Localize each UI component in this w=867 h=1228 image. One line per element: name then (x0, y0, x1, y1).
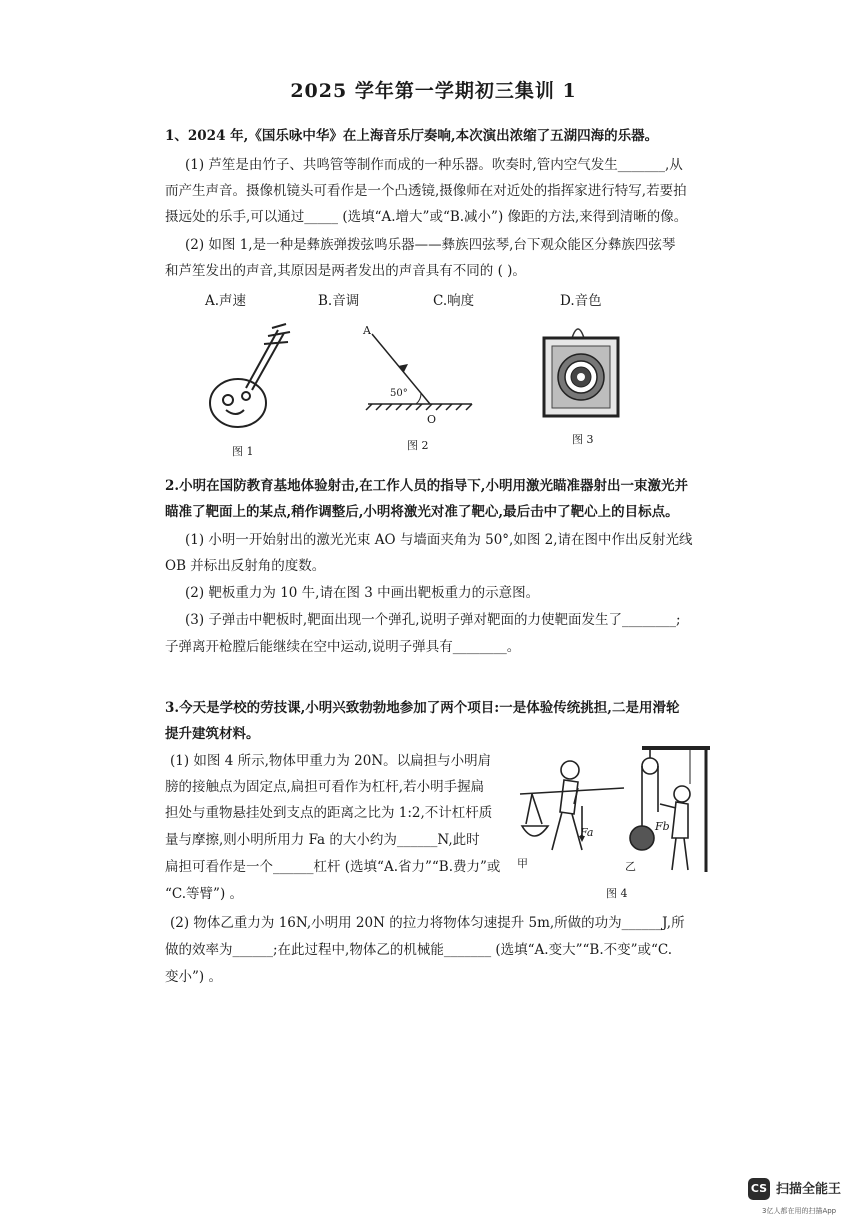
figure-2-caption: 图 2 (407, 439, 429, 452)
figure-3-caption: 图 3 (572, 433, 594, 446)
figure-4-label-yi: 乙 (625, 860, 636, 873)
q3-part1-line1: (1) 如图 4 所示,物体甲重力为 20N。以扁担与小明肩 (170, 753, 492, 769)
q1-part1-line2: 而产生声音。摄像机镜头可看作是一个凸透镜,摄像师在对近处的指挥家进行特写,若要拍 (165, 183, 687, 199)
page-title: 2025 学年第一学期初三集训 1 (290, 80, 577, 102)
q3-part2-line2: 做的效率为______;在此过程中,物体乙的机械能_______ (选填“A.变大”“B.不变”或“C. (165, 942, 673, 958)
q3-part1-line5: 扁担可看作是一个______杠杆 (选填“A.省力”“B.费力”或 (165, 859, 501, 875)
q3-part2-line1: (2) 物体乙重力为 16N,小明用 20N 的拉力将物体匀速提升 5m,所做的功为______J,所 (170, 915, 685, 931)
q1-option-c: C.响度 (433, 293, 475, 309)
mirror-surface (366, 404, 472, 410)
scanner-watermark (744, 1175, 864, 1225)
q3-part1-line6: “C.等臂”) 。 (165, 886, 244, 902)
q3-part2-line3: 变小”) 。 (165, 969, 222, 985)
scanner-logo-badge: CS (748, 1178, 770, 1200)
figure-4-illustration (512, 742, 710, 882)
scanner-logo-tagline: 3亿人都在用的扫描App (762, 1207, 837, 1215)
figure-2-ray-diagram (360, 322, 480, 432)
figure-1-caption: 图 1 (232, 445, 254, 458)
q3-stem-line2: 提升建筑材料。 (165, 726, 260, 742)
q2-stem-line1: 2.小明在国防教育基地体验射击,在工作人员的指导下,小明用激光瞄准器射出一束激光并 (165, 478, 688, 494)
q3-stem-line1: 3.今天是学校的劳技课,小明兴致勃勃地参加了两个项目:一是体验传统挑担,二是用滑轮 (165, 700, 680, 716)
q1-part1-line1: (1) 芦笙是由竹子、共鸣管等制作而成的一种乐器。吹奏时,管内空气发生_______,从 (185, 157, 683, 173)
figure-2-label-a: A (363, 324, 371, 337)
figure-2-label-o: O (427, 413, 437, 426)
angle-arc (416, 393, 421, 404)
figure-4-label-fa: Fa (580, 826, 594, 839)
q3-part1-line3: 担处与重物悬挂处到支点的距离之比为 1:2,不计杠杆质 (165, 805, 493, 821)
figure-4-caption: 图 4 (606, 887, 628, 900)
q1-option-b: B.音调 (318, 293, 360, 309)
q2-part1-line2: OB 并标出反射角的度数。 (165, 558, 326, 574)
q1-part2-line2: 和芦笙发出的声音,其原因是两者发出的声音具有不同的 ( )。 (165, 263, 526, 279)
q1-option-d: D.音色 (560, 293, 602, 309)
q2-part1-line1: (1) 小明一开始射出的激光光束 AO 与墙面夹角为 50°,如图 2,请在图中作出反射光线 (185, 532, 693, 548)
figure-2-angle-label: 50° (390, 388, 408, 399)
q1-option-a: A.声速 (205, 293, 247, 309)
q2-part3-line2: 子弹离开枪膛后能继续在空中运动,说明子弹具有________。 (165, 639, 521, 655)
instrument-drawing (210, 324, 290, 427)
target-bullseye (577, 373, 585, 381)
figure-4-label-jia: 甲 (517, 857, 528, 870)
figure-3-target-board (540, 316, 622, 420)
q1-part2-line1: (2) 如图 1,是一种是彝族弹拨弦鸣乐器——彝族四弦琴,台下观众能区分彝族四弦琴 (185, 237, 676, 253)
figure-4-background (512, 742, 710, 882)
q2-part2: (2) 靶板重力为 10 牛,请在图 3 中画出靶板重力的示意图。 (185, 585, 540, 601)
q1-stem: 1、2024 年,《国乐咏中华》在上海音乐厅奏响,本次演出浓缩了五湖四海的乐器。 (165, 128, 659, 144)
figure-1-instrument (200, 318, 310, 438)
q3-part1-line2: 膀的接触点为固定点,扁担可看作为杠杆,若小明手握扁 (165, 779, 485, 795)
q2-part3-line1: (3) 子弹击中靶板时,靶面出现一个弹孔,说明子弹对靶面的力使靶面发生了________; (185, 612, 681, 628)
q2-stem-line2: 瞄准了靶面上的某点,稍作调整后,小明将激光对准了靶心,最后击中了靶心上的目标点。 (165, 504, 679, 520)
figure-4-label-fb: Fb (655, 820, 670, 833)
scanner-logo-name: 扫描全能王 (776, 1182, 842, 1197)
q1-part1-line3: 摄远处的乐手,可以通过_____ (选填“A.增大”或“B.减小”) 像距的方法,来得到清晰的像。 (165, 209, 688, 225)
q3-part1-line4: 量与摩擦,则小明所用力 Fa 的大小约为______N,此时 (165, 832, 480, 848)
